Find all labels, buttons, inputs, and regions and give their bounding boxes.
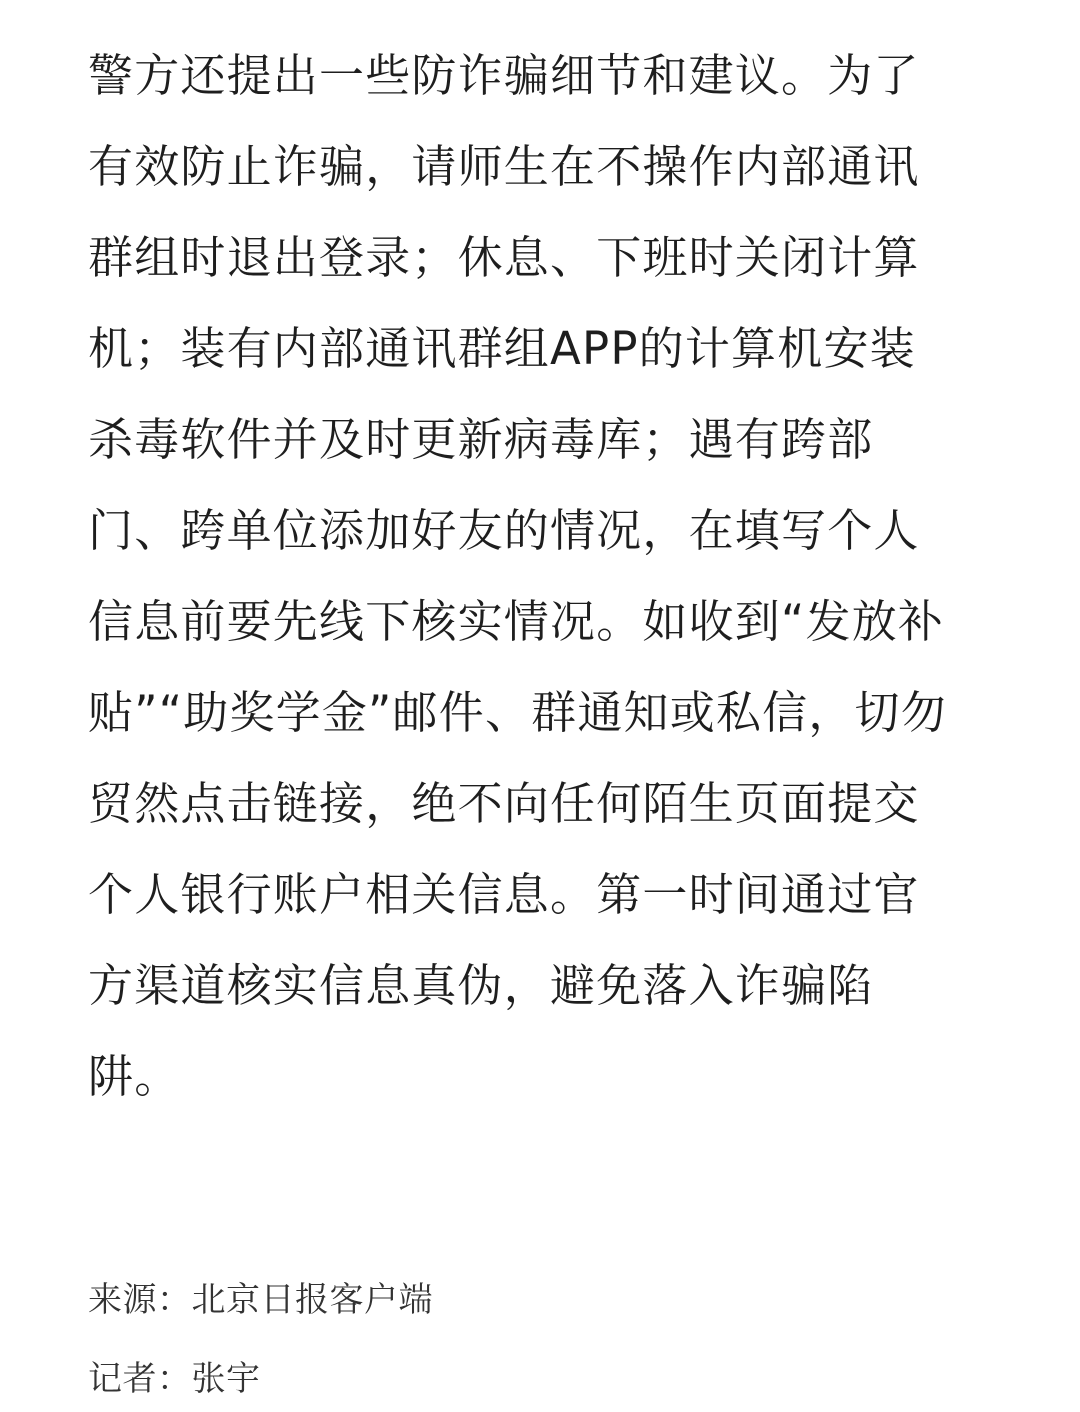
article-line: 贴”“助奖学金”邮件、群通知或私信，切勿 bbox=[88, 686, 947, 739]
article-line: 机；装有内部通讯群组APP的计算机安装 bbox=[88, 322, 916, 375]
article-line: 信息前要先线下核实情况。如收到“发放补 bbox=[88, 595, 945, 648]
article-line: 方渠道核实信息真伪，避免落入诈骗陷 bbox=[88, 959, 874, 1012]
article-line: 个人银行账户相关信息。第一时间通过官 bbox=[88, 868, 920, 921]
article-line: 贸然点击链接，绝不向任何陌生页面提交 bbox=[88, 777, 920, 830]
article-line: 警方还提出一些防诈骗细节和建议。为了 bbox=[88, 49, 920, 102]
reporter-credit: 记者：张宇 bbox=[88, 1359, 261, 1399]
source-credit: 来源：北京日报客户端 bbox=[88, 1280, 433, 1320]
article-line: 有效防止诈骗，请师生在不操作内部通讯 bbox=[88, 140, 920, 193]
article-line: 群组时退出登录；休息、下班时关闭计算 bbox=[88, 231, 920, 284]
article-line: 杀毒软件并及时更新病毒库；遇有跨部 bbox=[88, 413, 874, 466]
article-line: 阱。 bbox=[88, 1050, 181, 1103]
article-body bbox=[88, 30, 1000, 1122]
article-line: 门、跨单位添加好友的情况，在填写个人 bbox=[88, 504, 920, 557]
